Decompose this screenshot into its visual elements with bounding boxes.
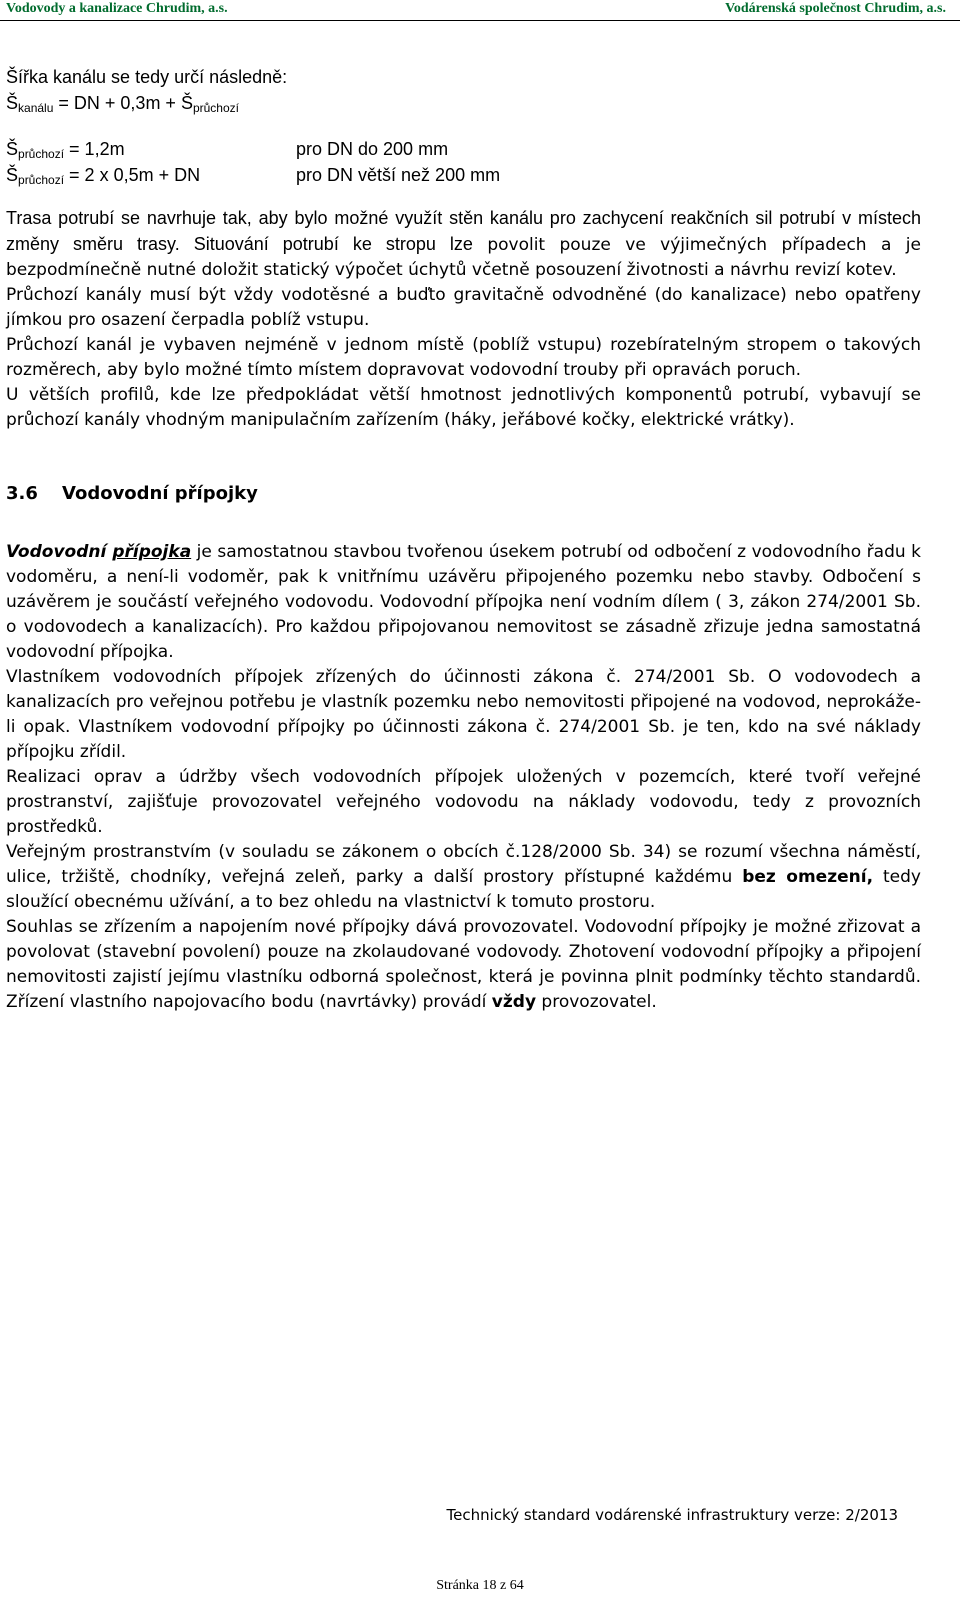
page-number: Stránka 18 z 64 (436, 1578, 524, 1593)
footer-standard: Technický standard vodárenské infrastruktury verze: 2/2013 (446, 1506, 898, 1524)
formula-row: $Š_{průchozí} = 1,2m$ pro DN do 200 mm (6, 136, 921, 162)
paragraph: Souhlas se zřízením a napojením nové přípojky dává provozovatel. Vodovodní přípojky je možné zřizovat a povolovat (stavební povolení) pouze na zkolaudované vodovody. Zhotovení vodovodní přípojky a připojení nemovitosti zajistí jejímu vlastníku odborná společnost, která je povinna plnit podmínky těchto standardů. Zřízení vlastního napojovacího bodu (navrtávky) provádí vždy provozovatel. (6, 917, 921, 1012)
paragraph: Trasa potrubí se navrhuje tak, aby bylo možné využít stěn kanálu pro zachycení reakčních sil potrubí v místech změny směru trasy. Situování potrubí ke stropu lze povolit pouze ve výjimečných případech a je bezpodmínečně nutné doložit statický výpočet úchytů včetně posouzení životnosti a návrhu revizí kotev. (6, 208, 921, 280)
page-header (0, 0, 960, 21)
paragraph: Realizaci oprav a údržby všech vodovodních přípojek uložených v pozemcích, které tvoří veřejné prostranství, zajišťuje provozovatel veřejného vodovodu na náklady vodovodu, tedy z provozních prostředků. (6, 767, 921, 837)
paragraph: U větších profilů, kde lze předpokládat větší hmotnost jednotlivých komponentů potrubí, vybavují se průchozí kanály vhodným manipulačním zařízením (háky, jeřábové kočky, elektrické vrátky). (6, 385, 921, 430)
header-company-left: Vodovody a kanalizace Chrudim, a.s. (6, 1, 228, 16)
paragraph: Průchozí kanály musí být vždy vodotěsné a buďto gravitačně odvodněné (do kanalizace) nebo opatřeny jímkou pro osazení čerpadla poblíž vstupu. (6, 285, 921, 330)
formula-intro: Šířka kanálu se tedy určí následně: (6, 67, 288, 87)
page-content (6, 64, 921, 1015)
section-heading: 3.6 Vodovodní přípojky (6, 483, 258, 504)
formula-row: $Š_{průchozí} = 2$ x 0,5m + DN pro DN větší než 200 mm (6, 162, 921, 188)
paragraph: Vodovodní přípojka je samostatnou stavbou tvořenou úsekem potrubí od odbočení z vodovodního řadu k vodoměru, a není-li vodoměr, pak k vnitřnímu uzávěru připojeného pozemku nebo stavby. Odbočení s uzávěrem je součástí veřejného vodovodu. Vodovodní přípojka není vodním dílem ( 3, zákon 274/2001 Sb. o vodovodech a kanalizacích). Pro každou připojovanou nemovitost se zásadně zřizuje jedna samostatná vodovodní přípojka. (6, 542, 921, 662)
formula-condition: pro DN do 200 mm (296, 139, 449, 159)
paragraph: Vlastníkem vodovodních přípojek zřízených do účinnosti zákona č. 274/2001 Sb. O vodovodech a kanalizacích pro veřejnou potřebu je vlastník pozemku nebo nemovitosti připojené na vodovod, neprokáže-li opak. Vlastníkem vodovodní přípojky po účinnosti zákona č. 274/2001 Sb. je ten, kdo na své náklady přípojku zřídil. (6, 667, 921, 762)
formula-condition: pro DN větší než 200 mm (296, 165, 501, 185)
paragraph: Průchozí kanál je vybaven nejméně v jednom místě (poblíž vstupu) rozebíratelným stropem o takových rozměrech, aby bylo možné tímto místem dopravovat vodovodní trouby při opravách poruch. (6, 335, 921, 380)
header-company-right: Vodárenská společnost Chrudim, a.s. (725, 1, 946, 16)
formula-main: $Š_{kanálu}$ = DN + $0,3m + Š_{průchozí}$ (6, 93, 239, 115)
paragraph: Veřejným prostranstvím (v souladu se zákonem o obcích č.128/2000 Sb. 34) se rozumí všechna náměstí, ulice, tržiště, chodníky, veřejná zeleň, parky a další prostory přístupné každému bez omezení, tedy sloužící obecnému užívání, a to bez ohledu na vlastnictví k tomuto prostoru. (6, 842, 921, 912)
